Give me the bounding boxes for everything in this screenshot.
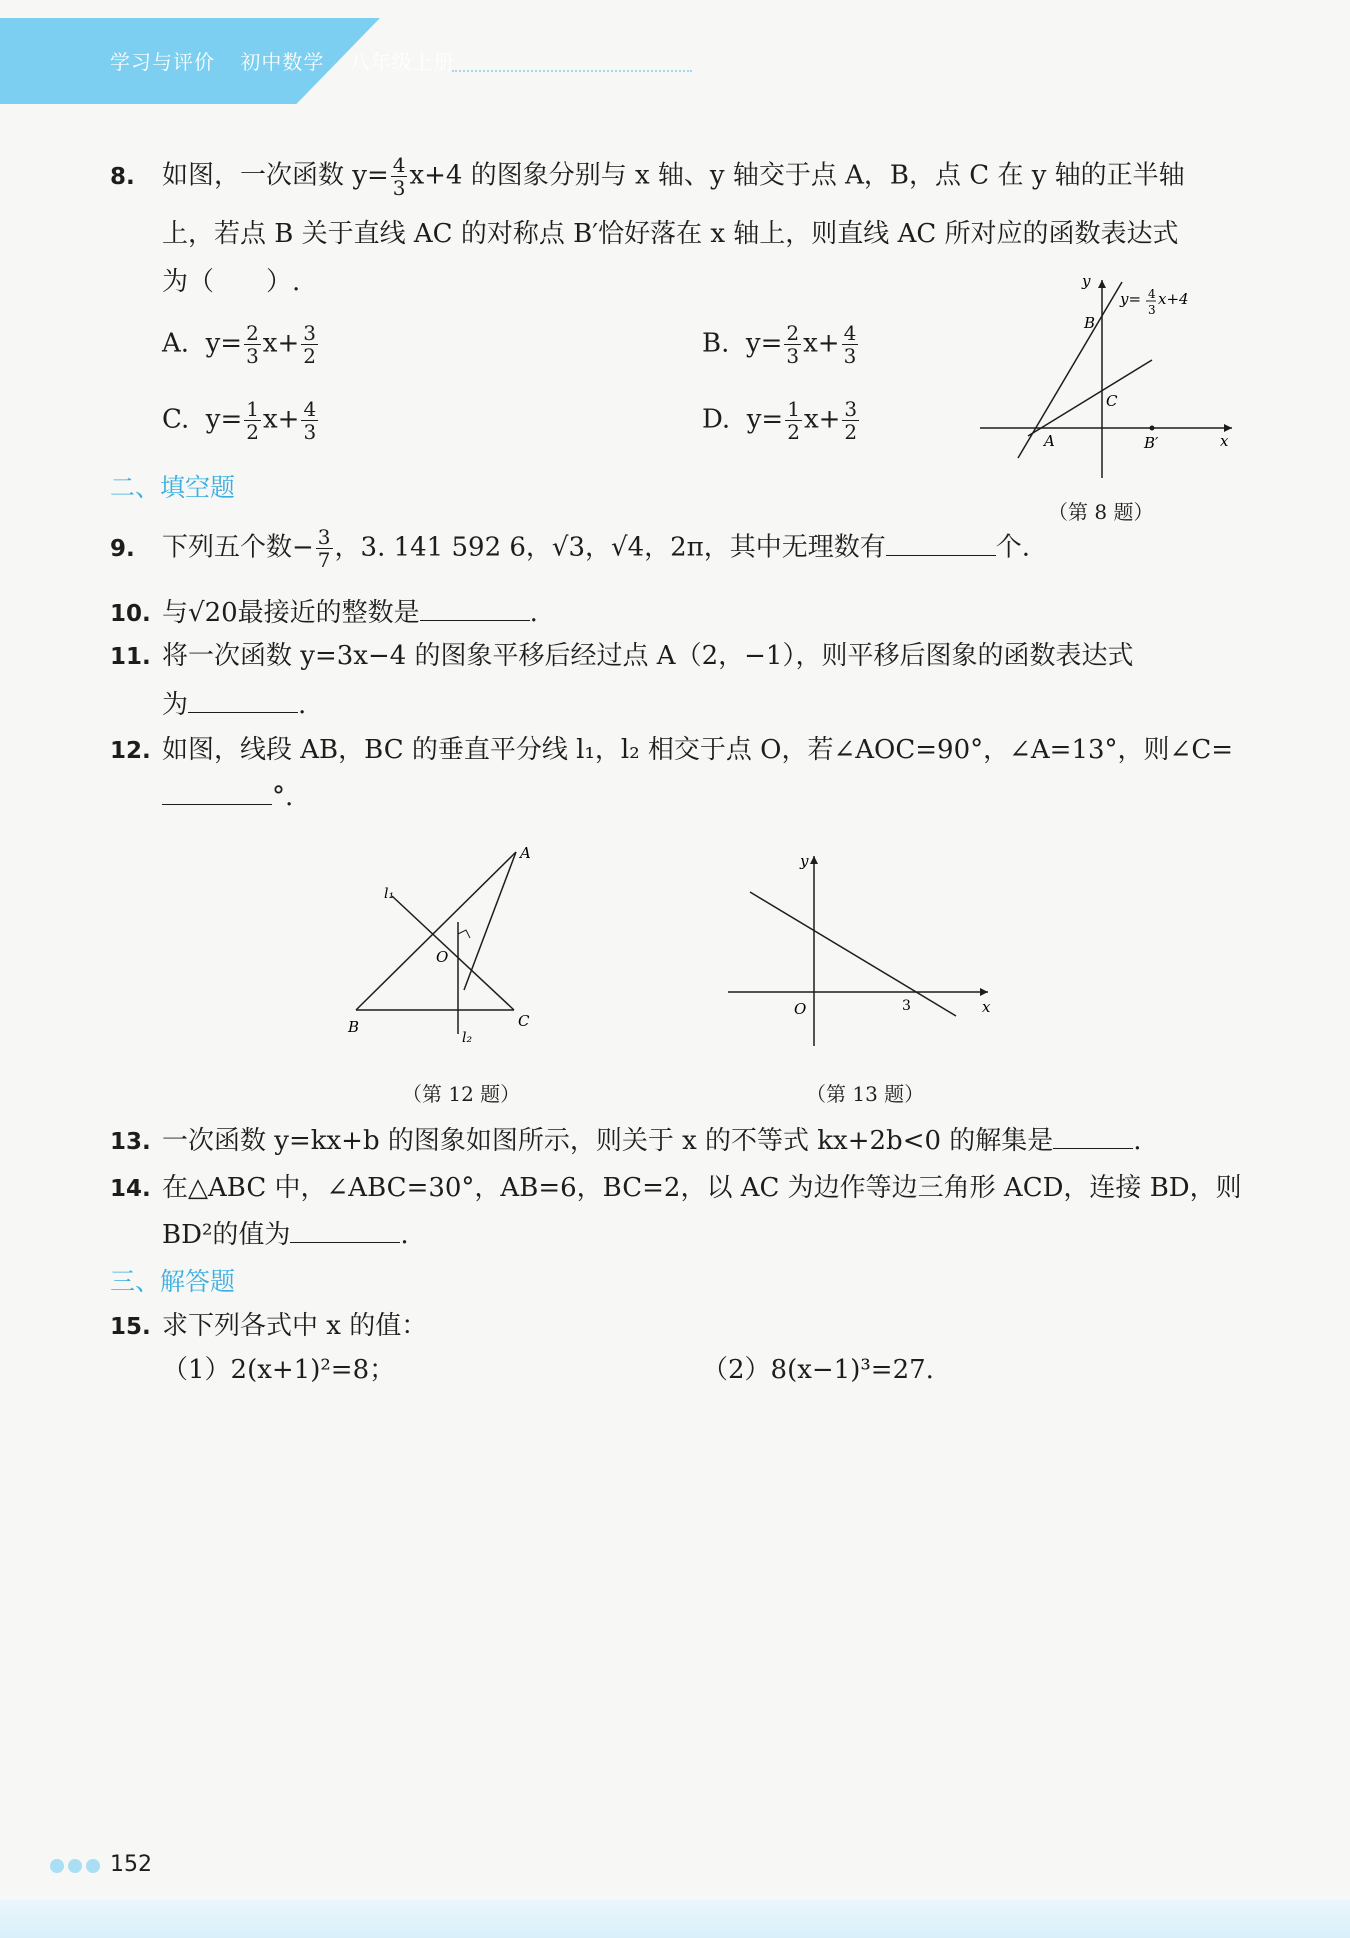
option-label: D.	[702, 404, 731, 435]
question-12-line-2	[162, 776, 293, 817]
right-angle-mark	[458, 930, 470, 938]
line-equation-y: y=	[1120, 290, 1142, 308]
question-8	[110, 154, 1185, 199]
question-number: 10.	[110, 601, 151, 627]
fraction	[785, 398, 802, 443]
text: 为	[162, 690, 189, 720]
question-11-line-2	[162, 684, 306, 725]
text: y=	[352, 160, 389, 191]
numerator: 1	[246, 397, 259, 421]
text: x+	[803, 404, 841, 435]
figure-8	[970, 270, 1240, 490]
answer-blank[interactable]	[1053, 1120, 1133, 1149]
text: y=	[746, 404, 784, 435]
text: y=	[205, 404, 243, 435]
numerator: 4	[303, 397, 317, 421]
header-text	[110, 46, 473, 75]
question-8-line-3: 为（ ）.	[162, 267, 301, 297]
answer-blank[interactable]	[188, 684, 298, 713]
numerator: 4	[392, 153, 406, 177]
x-intercept-label: 3	[902, 998, 911, 1014]
question-number: 8.	[110, 163, 135, 190]
question-11	[110, 636, 1133, 677]
question-15	[110, 1306, 427, 1347]
option-label: C.	[162, 404, 190, 435]
question-12	[110, 730, 1233, 771]
denominator: 2	[787, 420, 800, 444]
text: 与√20最接近的整数是	[162, 598, 420, 628]
figure-13	[720, 850, 1000, 1050]
fraction	[244, 398, 261, 443]
numerator: 2	[786, 321, 800, 345]
fraction	[316, 526, 333, 571]
question-8-line-2: 上，若点 B 关于直线 AC 的对称点 B′恰好落在 x 轴上，则直线 AC 所对应的函数表达式	[162, 219, 1179, 249]
fraction	[391, 154, 408, 199]
denominator: 7	[317, 548, 331, 572]
segment-ao	[464, 852, 516, 990]
text: ，3. 141 592 6，√3，√4，2π，其中无理数有	[334, 532, 886, 563]
label-b: B	[348, 1018, 360, 1036]
option-label: B.	[702, 328, 730, 359]
text: .	[529, 598, 538, 628]
line-equation-denominator: 3	[1148, 303, 1156, 317]
fraction	[784, 322, 801, 367]
segment-ab	[356, 852, 516, 1010]
point-b-prime	[1150, 426, 1155, 431]
text: .	[400, 1220, 409, 1250]
text: 在△ABC 中，∠ABC=30°，AB=6，BC=2，以 AC 为边作等边三角形 ACD，连接 BD，则	[162, 1173, 1242, 1203]
x-axis-label: x	[1220, 432, 1229, 450]
text: 一次函数 y=kx+b 的图象如图所示，则关于 x 的不等式 kx+2b<0 的解集是	[162, 1126, 1054, 1156]
answer-blank[interactable]	[162, 776, 272, 805]
fraction	[842, 398, 859, 443]
denominator: 3	[843, 344, 857, 368]
question-number: 14.	[110, 1176, 151, 1202]
text: y=	[745, 328, 783, 359]
denominator: 2	[246, 420, 259, 444]
numerator: 1	[787, 397, 800, 421]
numerator: 2	[246, 321, 259, 345]
text: 如图，线段 AB，BC 的垂直平分线 l₁，l₂ 相交于点 O，若∠AOC=90°，∠A=13°，则∠C=	[162, 735, 1234, 765]
text: 如图，一次函数	[162, 160, 353, 191]
x-axis-label: x	[982, 998, 991, 1016]
header-dotted-line	[452, 70, 692, 72]
dot	[86, 1859, 100, 1873]
label-o: O	[436, 948, 449, 966]
dot	[50, 1859, 64, 1873]
option-a	[162, 322, 320, 367]
dot	[68, 1859, 82, 1873]
text: BD²的值为	[162, 1220, 291, 1250]
fraction	[842, 322, 859, 367]
question-15-part-1: （1）2(x+1)²=8；	[162, 1355, 396, 1385]
figure-13-caption: （第 13 题）	[806, 1082, 925, 1106]
question-9	[110, 526, 1030, 571]
text: y=	[205, 328, 243, 359]
question-14	[110, 1168, 1242, 1209]
text: °.	[272, 782, 294, 812]
numerator: 3	[844, 397, 858, 421]
text: 个.	[995, 532, 1031, 563]
line-equation-rest: x+4	[1158, 290, 1189, 308]
label-b: B	[1084, 314, 1096, 332]
x-axis-arrow	[980, 988, 988, 996]
footer-band	[0, 1900, 1350, 1938]
question-10	[110, 592, 538, 634]
option-b	[702, 322, 860, 367]
label-b-prime: B′	[1144, 434, 1159, 452]
label-l1: l₁	[384, 886, 395, 902]
text: 将一次函数 y=3x−4 的图象平移后经过点 A（2，−1），则平移后图象的函数表达式	[162, 641, 1134, 671]
label-a: A	[520, 844, 531, 862]
line-ac	[1028, 360, 1152, 436]
denominator: 3	[392, 176, 406, 200]
y-axis-arrow	[1098, 280, 1106, 288]
subject-title: 初中数学	[240, 50, 325, 74]
numerator: 3	[303, 321, 316, 345]
question-13	[110, 1120, 1142, 1162]
numerator: 3	[317, 525, 331, 549]
denominator: 3	[786, 344, 800, 368]
fraction	[301, 322, 318, 367]
text: x+4 的图象分别与 x 轴、y 轴交于点 A，B，点 C 在 y 轴的正半轴	[409, 160, 1185, 191]
answer-blank[interactable]	[886, 527, 996, 556]
option-d	[702, 398, 861, 443]
text: x+	[262, 328, 300, 359]
text: .	[1133, 1126, 1142, 1156]
denominator: 2	[844, 420, 858, 444]
denominator: 3	[303, 420, 317, 444]
denominator: 2	[303, 344, 316, 368]
option-c	[162, 398, 320, 443]
y-axis-label: y	[800, 852, 809, 870]
label-a: A	[1044, 432, 1055, 450]
answer-blank[interactable]	[290, 1214, 400, 1243]
page-dots	[50, 1858, 104, 1877]
y-axis-arrow	[810, 856, 818, 864]
line-l1-and-oc	[392, 896, 514, 1010]
figure-12	[340, 838, 580, 1048]
label-l2: l₂	[462, 1030, 473, 1046]
figure-8-caption: （第 8 题）	[1048, 500, 1154, 524]
figure-12-caption: （第 12 题）	[402, 1082, 521, 1106]
x-axis-arrow	[1224, 424, 1232, 432]
question-15-part-2: （2）8(x−1)³=27.	[702, 1355, 934, 1385]
question-number: 12.	[110, 738, 151, 764]
fraction	[244, 322, 261, 367]
answer-blank[interactable]	[420, 592, 530, 621]
fraction	[301, 398, 318, 443]
page-number: 152	[110, 1852, 152, 1877]
text: x+	[803, 328, 840, 359]
question-number: 13.	[110, 1129, 151, 1155]
question-number: 15.	[110, 1314, 151, 1340]
option-label: A.	[162, 328, 190, 359]
text: 求下列各式中 x 的值：	[162, 1311, 428, 1341]
label-c: C	[1106, 392, 1118, 410]
text: .	[298, 690, 307, 720]
grade-title: 八年级上册	[349, 50, 455, 74]
question-number: 9.	[110, 535, 135, 562]
question-number: 11.	[110, 644, 151, 670]
y-axis-label: y	[1082, 272, 1091, 290]
text: 下列五个数−	[162, 532, 314, 563]
numerator: 4	[843, 321, 857, 345]
denominator: 3	[246, 344, 259, 368]
section-solutions: 三、解答题	[110, 1267, 236, 1296]
line-y-kx-b	[750, 892, 956, 1016]
origin-label: O	[794, 1000, 807, 1018]
text: x+	[262, 404, 300, 435]
section-fill-in: 二、填空题	[110, 473, 236, 502]
question-14-line-2	[162, 1214, 409, 1255]
line-ab	[1018, 282, 1122, 458]
label-c: C	[518, 1012, 530, 1030]
line-equation-numerator: 4	[1148, 287, 1156, 301]
book-title: 学习与评价	[110, 50, 215, 74]
